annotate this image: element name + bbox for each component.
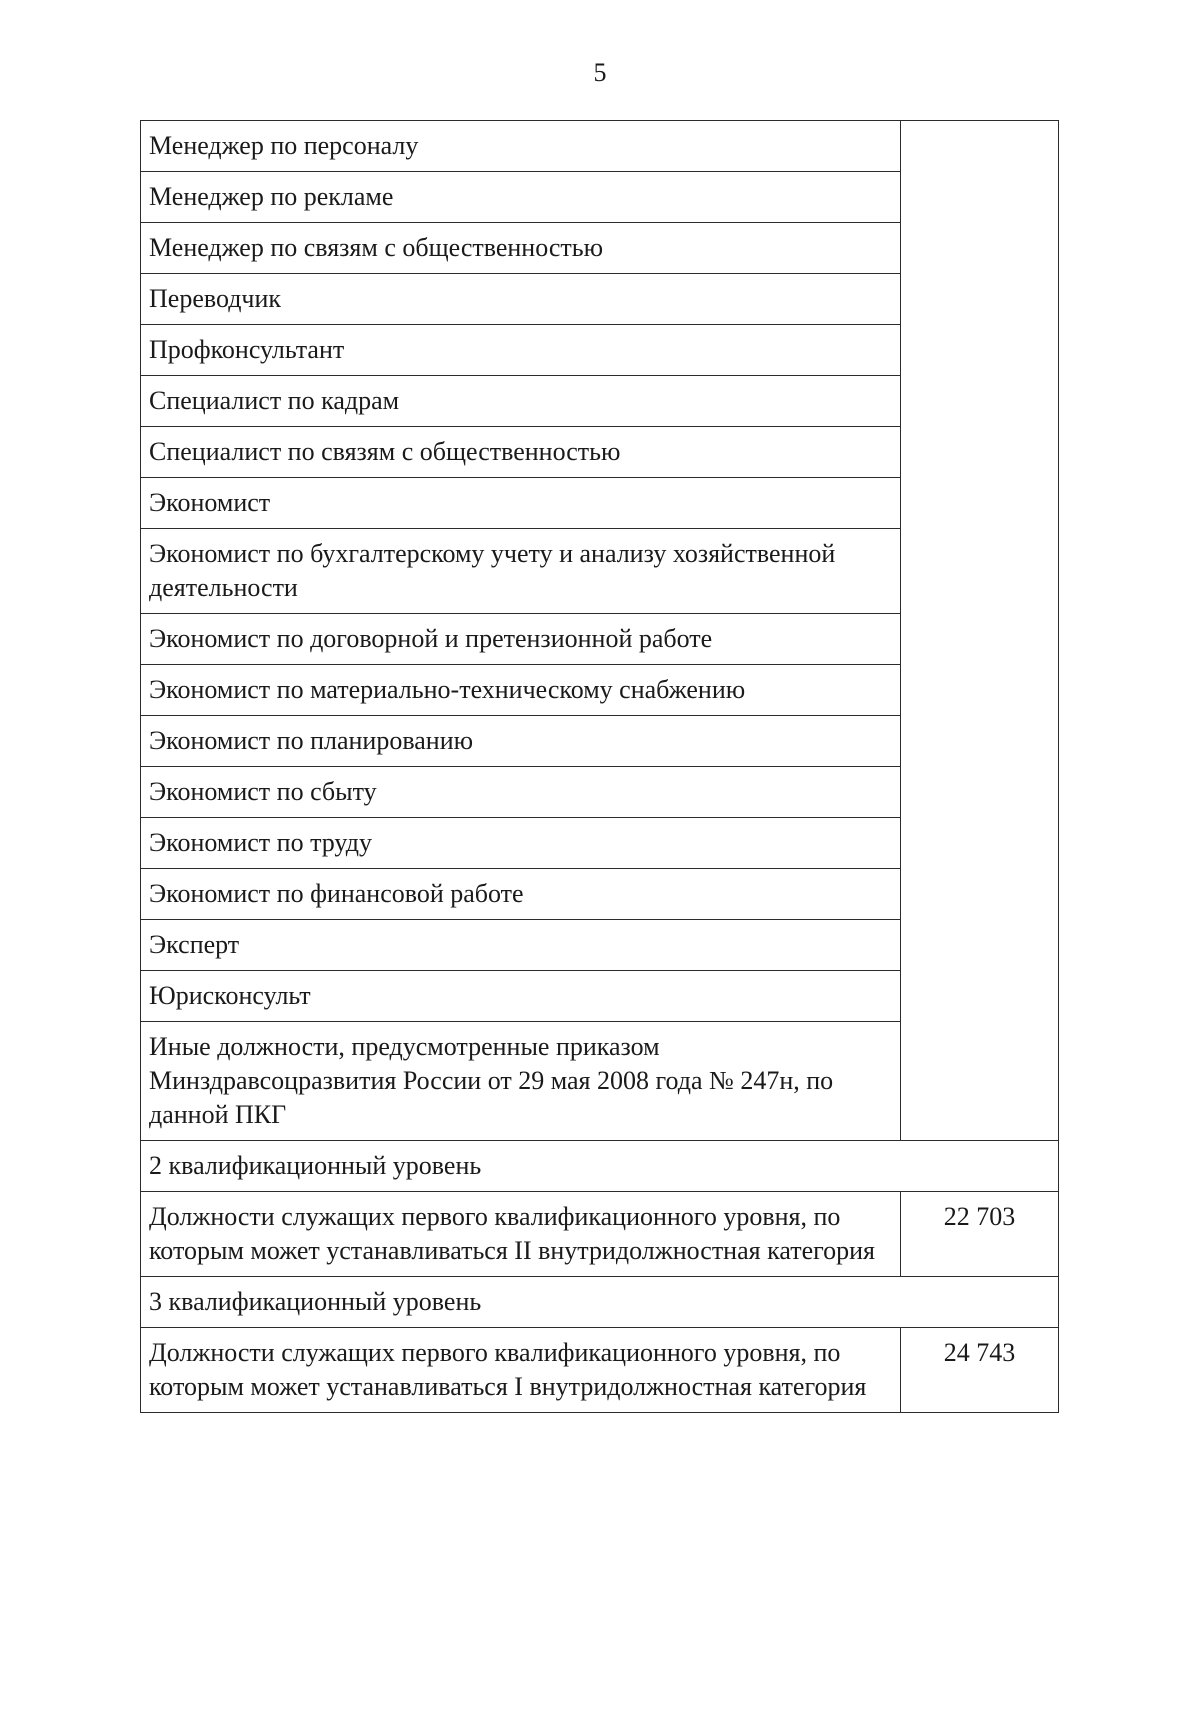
- position-cell: Менеджер по рекламе: [141, 172, 901, 223]
- salary-cell-empty: [901, 121, 1059, 1141]
- position-cell: Эксперт: [141, 920, 901, 971]
- position-cell: Профконсультант: [141, 325, 901, 376]
- table-row: [141, 1328, 1059, 1413]
- level-2-description: Должности служащих первого квалификационного уровня, по которым может устанавливаться II внутридолжностная категория: [141, 1192, 901, 1277]
- level-heading-row: [141, 1277, 1059, 1328]
- position-cell: Менеджер по персоналу: [141, 121, 901, 172]
- level-3-salary: 24 743: [901, 1328, 1059, 1413]
- position-cell: Экономист по сбыту: [141, 767, 901, 818]
- position-cell: Экономист по финансовой работе: [141, 869, 901, 920]
- position-cell: Специалист по связям с общественностью: [141, 427, 901, 478]
- position-cell: Экономист по бухгалтерскому учету и анализу хозяйственной деятельности: [141, 529, 901, 614]
- page-number: 5: [593, 58, 607, 87]
- position-cell: Менеджер по связям с общественностью: [141, 223, 901, 274]
- position-cell: Экономист по материально-техническому снабжению: [141, 665, 901, 716]
- position-cell: Экономист по труду: [141, 818, 901, 869]
- table-row: [141, 1192, 1059, 1277]
- position-cell: Специалист по кадрам: [141, 376, 901, 427]
- level-3-heading: 3 квалификационный уровень: [141, 1277, 1059, 1328]
- position-cell: Экономист по договорной и претензионной работе: [141, 614, 901, 665]
- positions-table: [140, 120, 1059, 1413]
- level-2-heading: 2 квалификационный уровень: [141, 1141, 1059, 1192]
- table-row: [141, 121, 1059, 172]
- position-cell: Переводчик: [141, 274, 901, 325]
- position-cell: Экономист: [141, 478, 901, 529]
- level-3-description: Должности служащих первого квалификационного уровня, по которым может устанавливаться I внутридолжностная категория: [141, 1328, 901, 1413]
- position-cell: Юрисконсульт: [141, 971, 901, 1022]
- level-2-salary: 22 703: [901, 1192, 1059, 1277]
- level-heading-row: [141, 1141, 1059, 1192]
- position-cell: Экономист по планированию: [141, 716, 901, 767]
- position-cell: Иные должности, предусмотренные приказом Минздравсоцразвития России от 29 мая 2008 года № 247н, по данной ПКГ: [141, 1022, 901, 1141]
